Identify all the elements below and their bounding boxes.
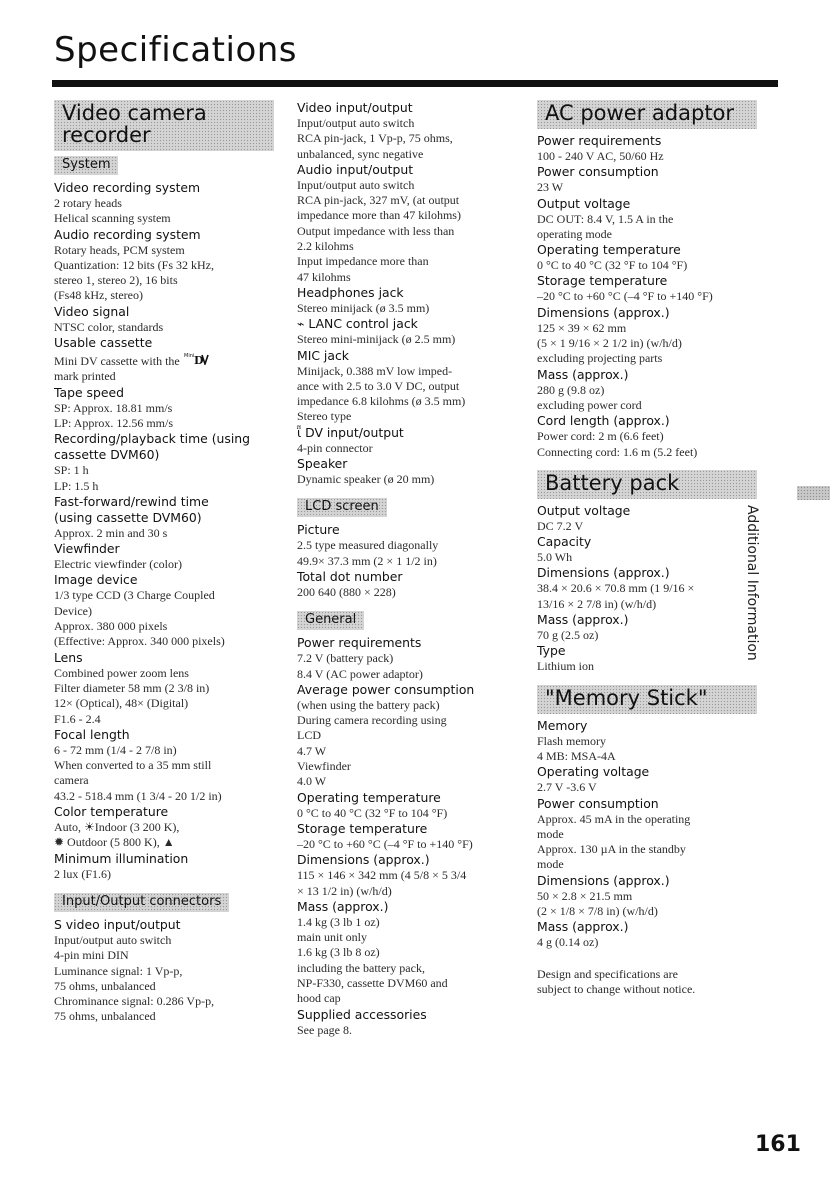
spec-value: SP: 1 h: [54, 463, 89, 478]
spec-entry: [297, 348, 517, 425]
spec-value: Lithium ion: [537, 659, 594, 674]
spec-value: excluding power cord: [537, 397, 642, 412]
spec-value: 2.2 kilohms: [297, 239, 354, 254]
minidv-logo-icon: [183, 351, 209, 369]
spec-value: operating mode: [537, 226, 612, 241]
spec-label: Storage temperature: [297, 820, 428, 836]
spec-entry: [54, 917, 274, 1025]
spec-value: Stereo type: [297, 409, 352, 424]
spec-value: Combined power zoom lens: [54, 665, 189, 680]
spec-value: When converted to a 35 mm still: [54, 758, 212, 773]
spec-label: Focal length: [54, 726, 130, 742]
spec-value: 50 × 2.8 × 21.5 mm: [537, 888, 633, 903]
spec-entry: [297, 162, 517, 285]
subsection-wrapper: [54, 892, 274, 917]
spec-entry: [297, 790, 517, 821]
spec-value: RCA pin-jack, 1 Vp-p, 75 ohms,: [297, 131, 453, 146]
spec-value: (when using the battery pack): [297, 697, 440, 712]
spec-label: Memory: [537, 717, 588, 733]
spec-value: (2 × 1/8 × 7/8 in) (w/h/d): [537, 904, 658, 919]
spec-value: Device): [54, 603, 92, 618]
spec-value: 7.2 V (battery pack): [297, 651, 394, 666]
spec-value: 38.4 × 20.6 × 70.8 mm (1 9/16 ×: [537, 581, 695, 596]
subsection-heading-lcd-screen: LCD screen: [297, 498, 387, 517]
section-marker: [797, 486, 830, 500]
spec-entry: [54, 650, 274, 727]
spec-entry: [297, 100, 517, 162]
spec-value: impedance 6.8 kilohms (ø 3.5 mm): [297, 394, 466, 409]
svg-text:D: D: [193, 354, 204, 366]
spec-value: 2 rotary heads: [54, 196, 122, 210]
spec-entry: [54, 494, 274, 541]
spec-value: ✹ Outdoor (5 800 K), ▲: [54, 835, 175, 850]
spec-label: Power consumption: [537, 164, 659, 180]
spec-entry: [537, 273, 757, 304]
spec-value: 47 kilohms: [297, 269, 351, 284]
spec-entry: [54, 211, 274, 226]
spec-entry: [297, 635, 517, 682]
spec-label: Video input/output: [297, 100, 413, 115]
spec-value: ance with 2.5 to 3.0 V DC, output: [297, 378, 460, 393]
spec-label: Video recording system: [54, 180, 201, 195]
spec-value: Input/output auto switch: [297, 177, 415, 192]
spec-entry: [54, 572, 274, 649]
spec-value: 100 - 240 V AC, 50/60 Hz: [537, 149, 664, 163]
spec-entry: [297, 316, 517, 347]
spec-entry: [297, 569, 517, 600]
spec-value: Chrominance signal: 0.286 Vp-p,: [54, 994, 215, 1009]
spec-entry: [537, 764, 757, 795]
spec-value: unbalanced, sync negative: [297, 146, 424, 161]
page-title: Specifications: [54, 30, 298, 70]
spec-value: excluding projecting parts: [537, 351, 663, 366]
spec-entry: [54, 227, 274, 304]
spec-entry: [537, 413, 757, 460]
spec-value: 4.0 W: [297, 774, 327, 789]
spec-value: 5.0 Wh: [537, 550, 573, 565]
spec-value: Electric viewfinder (color): [54, 557, 182, 572]
spec-label: Power requirements: [537, 133, 662, 148]
spec-label: Capacity: [537, 534, 592, 550]
spec-entry: [297, 682, 517, 713]
spec-entry: [297, 456, 517, 487]
section-heading-line: recorder: [62, 123, 151, 147]
spec-value: 115 × 146 × 342 mm (4 5/8 × 5 3/4: [297, 868, 467, 883]
spec-value: NP-F330, cassette DVM60 and: [297, 975, 448, 990]
spec-label: Cord length (approx.): [537, 413, 670, 429]
section-heading-line: AC power adaptor: [545, 101, 735, 125]
spec-label: Color temperature: [54, 804, 169, 820]
spec-value: Quantization: 12 bits (Fs 32 kHz,: [54, 257, 214, 272]
section-heading-battery-pack: [537, 470, 757, 499]
column-1: [54, 100, 274, 1025]
spec-entry: [537, 565, 757, 612]
spec-entry: [537, 919, 757, 950]
spec-label: Operating temperature: [297, 789, 441, 805]
spec-value: Approx. 380 000 pixels: [54, 619, 168, 634]
spec-value: (5 × 1 9/16 × 2 1/2 in) (w/h/d): [537, 336, 682, 351]
spec-value: Power cord: 2 m (6.6 feet): [537, 429, 664, 444]
section-gap: [537, 675, 757, 685]
spec-entry: [537, 242, 757, 273]
spec-entry: [54, 727, 274, 804]
spec-value: 4.7 W: [297, 743, 327, 758]
spec-entry: [54, 431, 274, 494]
spec-entry: [297, 522, 517, 569]
spec-value: 200 640 (880 × 228): [297, 584, 396, 599]
spec-value: 4-pin mini DIN: [54, 948, 129, 963]
spec-entry: [537, 534, 757, 565]
spec-label: Headphones jack: [297, 284, 404, 300]
spec-value: Input/output auto switch: [54, 932, 172, 947]
spec-value: Auto, ☀Indoor (3 200 K),: [54, 820, 180, 835]
spec-value: (Fs48 kHz, stereo): [54, 288, 143, 303]
spec-value: 280 g (9.8 oz): [537, 382, 605, 397]
section-gap: [297, 487, 517, 497]
spec-label: Power consumption: [537, 795, 659, 811]
spec-value: Luminance signal: 1 Vp-p,: [54, 963, 183, 978]
spec-value: impedance more than 47 kilohms): [297, 208, 461, 223]
spec-value: 2.7 V -3.6 V: [537, 780, 597, 795]
footnote-line: Design and specifications are: [537, 966, 678, 981]
spec-value: DC OUT: 8.4 V, 1.5 A in the: [537, 211, 674, 226]
spec-label: Mass (approx.): [537, 612, 629, 628]
spec-value: mode: [537, 826, 564, 841]
spec-value: –20 °C to +60 °C (–4 °F to +140 °F): [297, 836, 473, 851]
spec-value: Input/output auto switch: [297, 116, 415, 130]
spec-label: Audio input/output: [297, 161, 414, 177]
spec-value: × 13 1/2 in) (w/h/d): [297, 883, 392, 898]
spec-value: F1.6 - 2.4: [54, 711, 101, 726]
spec-entry: [537, 873, 757, 920]
side-tab-label: Additional Information: [744, 505, 760, 661]
column-2: [297, 100, 517, 1038]
spec-label: Image device: [54, 572, 138, 588]
spec-value: DC 7.2 V: [537, 518, 584, 533]
spec-entry: [54, 335, 274, 385]
svg-text:Mini: Mini: [183, 353, 195, 360]
spec-label: Video signal: [54, 303, 130, 319]
spec-label: Recording/playback time (using: [54, 431, 250, 447]
spec-value: Approx. 2 min and 30 s: [54, 525, 168, 540]
spec-entry: [54, 541, 274, 572]
spec-label: Dimensions (approx.): [537, 872, 670, 888]
spec-value: 4 g (0.14 oz): [537, 935, 599, 950]
spec-value: 49.9× 37.3 mm (2 × 1 1/2 in): [297, 553, 437, 568]
spec-value: 1/3 type CCD (3 Charge Coupled: [54, 588, 215, 603]
spec-label: S video input/output: [54, 916, 181, 932]
spec-entry: [297, 285, 517, 316]
spec-value: 1.4 kg (3 lb 1 oz): [297, 914, 380, 929]
spec-label: Dimensions (approx.): [537, 565, 670, 581]
spec-value: LP: 1.5 h: [54, 478, 99, 493]
spec-label: Average power consumption: [297, 681, 475, 697]
spec-value: hood cap: [297, 991, 341, 1006]
spec-value: Flash memory: [537, 733, 606, 748]
section-heading-memory-stick: [537, 685, 757, 714]
spec-label: Type: [537, 643, 566, 659]
spec-value: During camera recording using: [297, 713, 447, 728]
page-number: 161: [755, 1132, 801, 1157]
section-heading-line: Battery pack: [545, 470, 680, 495]
footnote: [537, 967, 757, 998]
spec-value: 12× (Optical), 48× (Digital): [54, 696, 189, 711]
spec-value: 0 °C to 40 °C (32 °F to 104 °F): [537, 258, 688, 273]
spec-entry: [537, 133, 757, 164]
spec-value: 23 W: [537, 180, 564, 195]
spec-value: Stereo minijack (ø 3.5 mm): [297, 300, 430, 315]
section-gap: [297, 600, 517, 610]
subsection-heading-input-output-connectors: Input/Output connectors: [54, 893, 229, 912]
spec-value: Rotary heads, PCM system: [54, 242, 185, 257]
spec-value: SP: Approx. 18.81 mm/s: [54, 400, 173, 415]
spec-value: 4 MB: MSA-4A: [537, 748, 616, 763]
spec-label: Storage temperature: [537, 273, 668, 289]
spec-value: 125 × 39 × 62 mm: [537, 320, 627, 335]
spec-entry: [537, 643, 757, 674]
spec-label: Output voltage: [537, 195, 631, 211]
spec-entry: [54, 304, 274, 335]
spec-value: 8.4 V (AC power adaptor): [297, 666, 423, 681]
spec-value: Viewfinder: [297, 759, 351, 774]
spec-label: Viewfinder: [54, 541, 120, 557]
spec-value: 43.2 - 518.4 mm (1 3/4 - 20 1/2 in): [54, 788, 222, 803]
spec-label: Fast-forward/rewind time: [54, 493, 209, 509]
section-gap: [54, 882, 274, 892]
spec-value: Filter diameter 58 mm (2 3/8 in): [54, 680, 210, 695]
section-heading-ac-power-adaptor: [537, 100, 757, 129]
section-gap: [537, 460, 757, 470]
spec-label: Operating temperature: [537, 242, 681, 258]
spec-value: 13/16 × 2 7/8 in) (w/h/d): [537, 596, 657, 611]
footnote-line: subject to change without notice.: [537, 981, 696, 996]
spec-entry: [537, 367, 757, 414]
subsection-wrapper: [297, 610, 517, 635]
spec-entry: [537, 718, 757, 765]
spec-value: including the battery pack,: [297, 960, 425, 975]
spec-label: Lens: [54, 649, 83, 665]
spec-label: Mass (approx.): [297, 898, 389, 914]
spec-entry: [54, 180, 274, 211]
spec-value: Connecting cord: 1.6 m (5.2 feet): [537, 444, 698, 459]
spec-label: Mass (approx.): [537, 919, 629, 935]
spec-label: Output voltage: [537, 502, 631, 518]
spec-value: 6 - 72 mm (1/4 - 2 7/8 in): [54, 742, 177, 757]
spec-value: Input impedance more than: [297, 254, 429, 269]
spec-value: Output impedance with less than: [297, 223, 455, 238]
spec-entry: [297, 899, 517, 1007]
spec-value: Approx. 45 mA in the operating: [537, 811, 691, 826]
spec-value: main unit only: [297, 930, 367, 945]
spec-value: stereo 1, stereo 2), 16 bits: [54, 273, 178, 288]
spec-value: NTSC color, standards: [54, 319, 164, 334]
spec-label: Usable cassette: [54, 335, 153, 351]
spec-value: camera: [54, 773, 89, 788]
subsection-heading-system: System: [54, 156, 118, 175]
spec-value: mark printed: [54, 369, 116, 384]
spec-label: Speaker: [297, 456, 348, 472]
spec-value: 70 g (2.5 oz): [537, 628, 599, 643]
spec-value: Minijack, 0.388 mV low imped-: [297, 363, 453, 378]
spec-value: 2.5 type measured diagonally: [297, 538, 439, 553]
spec-value: Approx. 130 µA in the standby: [537, 842, 686, 857]
spec-entry: [54, 851, 274, 882]
spec-value: 75 ohms, unbalanced: [54, 978, 156, 993]
spec-entry: [54, 385, 274, 432]
spec-label: Audio recording system: [54, 226, 201, 242]
spec-label: Tape speed: [54, 384, 124, 400]
spec-label: (using cassette DVM60): [54, 509, 202, 525]
spec-value: Dynamic speaker (ø 20 mm): [297, 472, 435, 487]
spec-value: Helical scanning system: [54, 211, 171, 226]
spec-label: ⌁ LANC control jack: [297, 316, 418, 332]
spec-value: RCA pin-jack, 327 mV, (at output: [297, 193, 460, 208]
spec-label: Minimum illumination: [54, 850, 189, 866]
subsection-heading-general: General: [297, 611, 364, 630]
spec-label: cassette DVM60): [54, 447, 160, 463]
spec-value: 2 lux (F1.6): [54, 866, 111, 881]
spec-entry: [537, 796, 757, 873]
spec-value: mode: [537, 857, 564, 872]
section-heading-video-camera-recorder: [54, 100, 274, 151]
spec-entry: [297, 1007, 517, 1038]
spec-value-with-logo: [54, 351, 274, 369]
spec-label: Dimensions (approx.): [537, 304, 670, 320]
spec-value: 4-pin connector: [297, 440, 373, 455]
spec-label: Power requirements: [297, 635, 422, 651]
spec-value: 1.6 kg (3 lb 8 oz): [297, 945, 380, 960]
spec-entry: [297, 425, 517, 456]
spec-label: MIC jack: [297, 347, 349, 363]
spec-label: Mass (approx.): [537, 366, 629, 382]
spec-entry: [537, 196, 757, 243]
spec-value: LCD: [297, 728, 321, 743]
spec-value: See page 8.: [297, 1022, 352, 1037]
spec-label: Dimensions (approx.): [297, 852, 430, 868]
subsection-wrapper: [54, 155, 274, 180]
spec-entry: [537, 503, 757, 534]
spec-entry: [297, 821, 517, 852]
spec-label: Operating voltage: [537, 764, 650, 780]
spec-entry: [537, 164, 757, 195]
spec-value: (Effective: Approx. 340 000 pixels): [54, 634, 225, 649]
spec-label: ῗ DV input/output: [297, 424, 404, 440]
spec-label: Total dot number: [297, 568, 403, 584]
spec-entry: [537, 305, 757, 367]
spec-value: 75 ohms, unbalanced: [54, 1009, 156, 1024]
column-3: [537, 100, 757, 997]
spec-entry: [54, 804, 274, 851]
spec-value: Stereo mini-minijack (ø 2.5 mm): [297, 332, 456, 347]
spec-label: Supplied accessories: [297, 1006, 427, 1022]
spec-value: 0 °C to 40 °C (32 °F to 104 °F): [297, 805, 448, 820]
spec-value: LP: Approx. 12.56 mm/s: [54, 415, 174, 430]
spec-entry: [537, 612, 757, 643]
spec-entry: [297, 852, 517, 899]
spec-value: –20 °C to +60 °C (–4 °F to +140 °F): [537, 289, 713, 304]
title-rule: [52, 80, 778, 87]
spec-entry: [297, 713, 517, 789]
section-heading-line: "Memory Stick": [545, 685, 708, 710]
spec-label: Picture: [297, 522, 340, 538]
spec-value: Mini DV cassette with the: [54, 354, 180, 369]
section-heading-line: Video camera: [62, 101, 207, 125]
subsection-wrapper: [297, 497, 517, 522]
